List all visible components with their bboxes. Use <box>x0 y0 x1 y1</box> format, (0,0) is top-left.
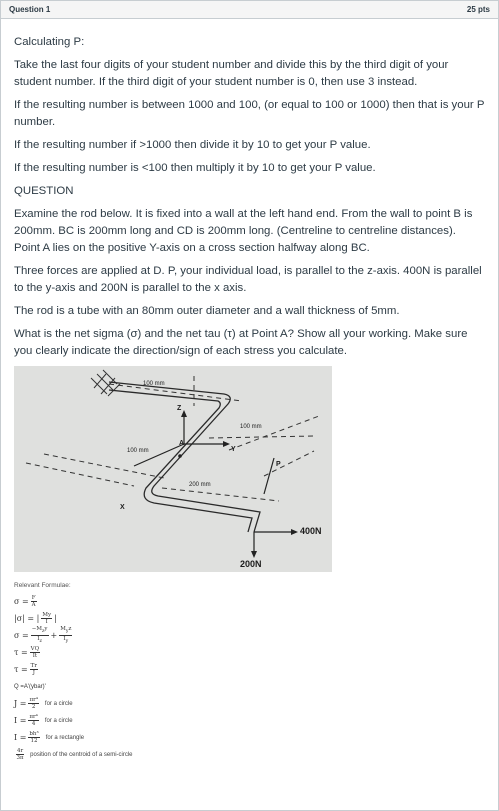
paragraph-8: What is the net sigma (σ) and the net tau (τ) at Point A? Show all your working. Make sure you clearly indicate the direction/sign of each stress you calculate. <box>14 328 468 357</box>
paragraph-4: If the resulting number is <100 then multiply it by 10 to get your P value. <box>14 162 376 174</box>
paragraph-1: Take the last four digits of your student number and divide this by the third digit of your student number. If the third digit of your student number is 0, then use 3 instead. <box>14 59 449 88</box>
load-200n-label: 200N <box>240 559 262 569</box>
rod-tube <box>109 382 260 532</box>
dim-top-label: 100 mm <box>143 381 165 387</box>
rod-drawing <box>14 366 332 572</box>
axis-z-label: Z <box>177 405 182 412</box>
paragraph-3: If the resulting number if >1000 then divide it by 10 to get your P value. <box>14 139 371 151</box>
formula-i-circle: I = $\frac{\text{πr⁴}}{4}$ for a circle <box>14 714 73 727</box>
paragraph-7: The rod is a tube with an 80mm outer diameter and a wall thickness of 5mm. <box>14 305 400 317</box>
question-label: QUESTION <box>14 185 74 197</box>
paragraph-5: Examine the rod below. It is fixed into a wall at the left hand end. From the wall to point B is 200mm. BC is 200mm long and CD is 200mm long. (Centreline to centreline distances). Point A lies on the positive Y-axis on a cross section halfway along BC. <box>14 208 473 254</box>
formula-normal-stress: σ = $\frac{F}{A}$ <box>14 595 36 608</box>
question-body <box>1 34 498 763</box>
axes <box>134 414 294 554</box>
paragraph-6: Three forces are applied at D. P, your individual load, is parallel to the z-axis. 400N is parallel to the y-axis and 200N is parallel to the x axis. <box>14 265 482 294</box>
note-j-circle: for a circle <box>44 700 73 707</box>
question-header <box>1 1 498 19</box>
axis-x-label: X <box>120 504 125 511</box>
formula-torsion: τ = $\frac{Tr}{J}$ <box>14 663 37 676</box>
paragraph-2: If the resulting number is between 1000 and 100, (or equal to 100 or 1000) then that is your P number. <box>14 99 485 128</box>
rod-diagram <box>14 366 332 572</box>
dim-left-label: 100 mm <box>127 448 149 454</box>
formulae-section <box>14 582 485 763</box>
formula-shear-stress: τ = $\frac{VQ}{It}$ <box>14 646 40 659</box>
note-semicircle: position of the centroid of a semi-circle <box>30 751 133 758</box>
calc-heading: Calculating P: <box>14 36 85 48</box>
note-i-circle: for a circle <box>44 717 73 724</box>
note-i-rectangle: for a rectangle <box>45 734 85 741</box>
load-400n-label: 400N <box>300 526 322 536</box>
point-a-label: A <box>179 440 185 447</box>
question-title: Question 1 <box>9 5 51 14</box>
question-points: 25 pts <box>466 5 490 14</box>
formula-q: Q =A'(ybar)' <box>14 683 46 690</box>
formula-biaxial-bending: σ = $\frac{-M_zy}{I_z}$ + $\frac{M_yz}{I_y}$ <box>14 625 72 645</box>
dim-right-label: 100 mm <box>240 424 262 430</box>
load-p-label: P <box>276 461 281 468</box>
formula-bending-stress: |σ| = | $\frac{My}{I}$ | <box>14 612 57 625</box>
axis-y-label: Y <box>231 446 236 453</box>
formula-centroid-semicircle: $\frac{4r}{3\pi}$ position of the centroid of a semi-circle <box>16 748 133 761</box>
dim-bottom-label: 200 mm <box>189 482 211 488</box>
formula-i-rectangle: I = $\frac{\text{bh³}}{12}$ for a rectangle <box>14 731 85 744</box>
dashed-lines <box>26 376 319 501</box>
formulae-title: Relevant Formulae: <box>14 582 71 589</box>
point-a-marker <box>178 454 182 458</box>
formula-j-circle: J = $\frac{\text{πr⁴}}{2}$ for a circle <box>14 697 73 710</box>
